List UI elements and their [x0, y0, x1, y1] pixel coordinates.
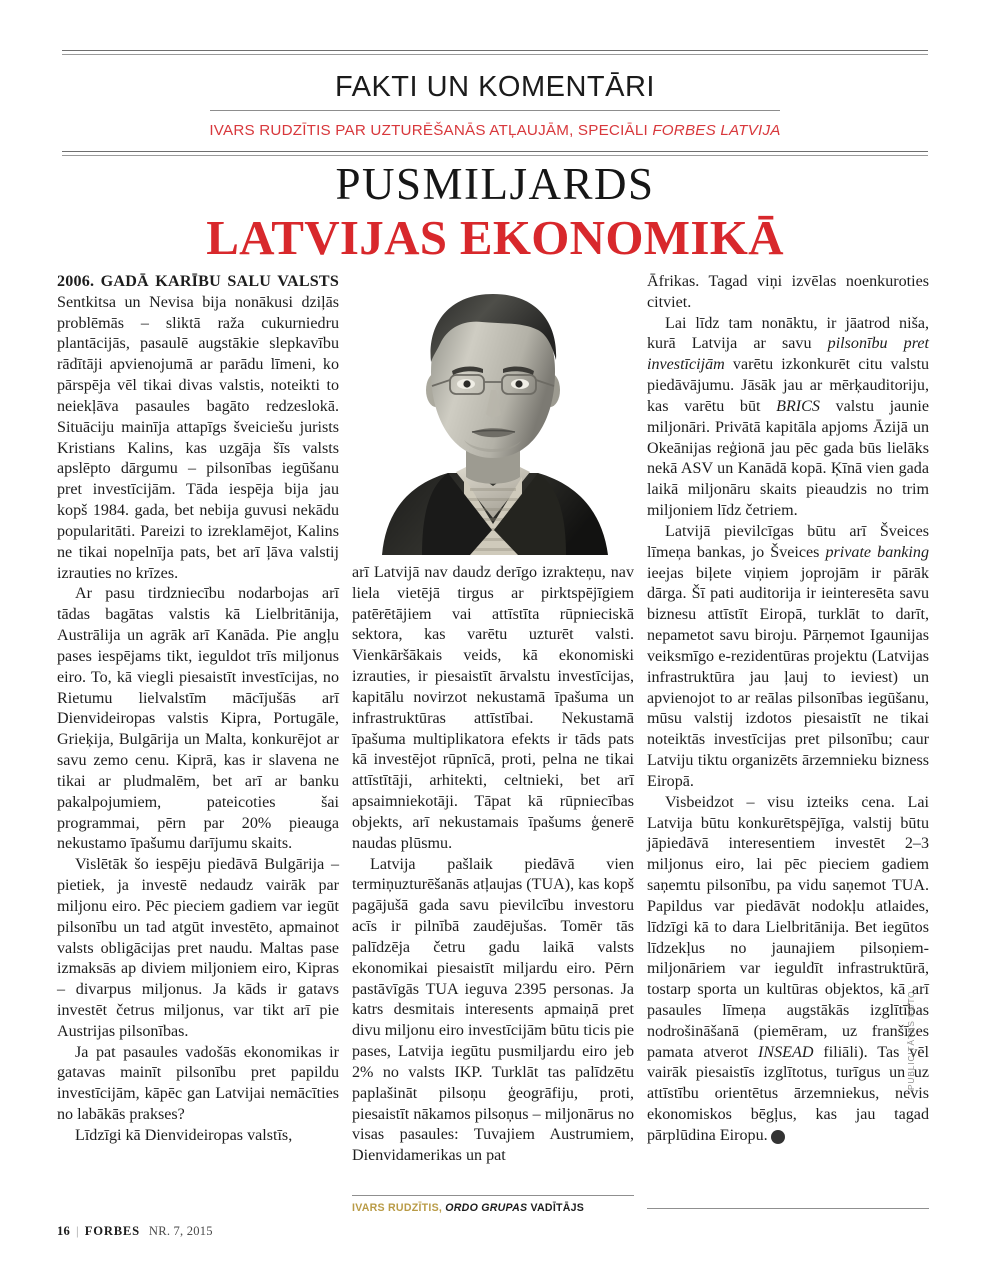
- subkicker-plain: IVARS RUDZĪTIS PAR UZTURĒŠANĀS ATĻAUJĀM, SPECIĀLI: [209, 122, 653, 139]
- text-run: ieejas biļete viņiem joprojām ir pārāk dārga. Šī pati auditorija ir ieinteresēta savu biznesu attīstīt Eiropā, turklāt to darīt, nepametot savu biroju. Pārņemot Igaunijas veiksmīgo e-rezidentūras projektu (Latvijas infrastruktūra jau ļauj to ieviest) un apvienojot to ar reālas pilsonības iegūšanu, mūsu valstij izdotos piesaistīt ne tikai noteiktās investīcijas pret pilsonību; caur Latviju tiktu organizēts ārzemnieku bizness Eiropā.: [647, 564, 929, 790]
- subkicker-italic: FORBES LATVIJA: [652, 122, 781, 139]
- paragraph: Ar pasu tirdzniecību nodarbojas arī tādas bagātas valstis kā Lielbritānija, Austrālija un agrāk arī Kanāda. Pie angļu pases iespējams tikt, ieguldot trīs miljonus eiro. To, kā viegli piesaistīt investīcijas, no Rietumu lielvalstīm mācījušās arī Dienvideiropas valstis Kipra, Portugāle, Grieķija, Bulgārija un Malta, konkurējot ar savu zemo cenu. Kiprā, kas ir slavena ne tikai ar pludmalēm, bet arī ar banku pakalpojumiem, pateicoties šai programmai, pērn par 20% pieauga nekustamo īpašumu darījumu skaits.: [57, 585, 339, 853]
- article-subkicker: [62, 111, 928, 151]
- paragraph-body: Sentkitsa un Nevisa bija nonākusi dziļās problēmās – sliktā raža cukurniedru plantācijās, pasaulē augstākie slepkavību rādītāji apvienojumā ar parādu līmeni, ko pārspēja vēl tikai divas valstis, noteikti to neiekļāva pasaules bagāto redzeslokā. Situāciju mainīja attapīgs šveiciešu jurists Kristians Kalins, kas uzgāja šīs valsts apslēpto dārgumu – pilsonības iegūšanu pret investīcijām. Tāda iespēja bija jau kopš 1984. gada, bet nebija guvusi nekādu popularitāti. Pareizi to izreklamējot, Kalins ne tikai nopelnīja pats, bet arī ļāva valstij izrauties no krīzes.: [57, 293, 339, 582]
- page-footer: [57, 1224, 213, 1239]
- paragraph: [647, 522, 929, 793]
- byline-role: VADĪTĀJS: [527, 1202, 585, 1214]
- page-title: [62, 159, 928, 265]
- paragraph: Āfrikas. Tagad viņi izvēlas noenkuroties citviet.: [647, 273, 929, 311]
- text-run: varētu izkonkurēt citu valstu piedāvājumu. Jāsāk jau ar mērķauditoriju, kas varētu būt: [647, 356, 929, 415]
- column-3-bottom-rule: [647, 1208, 929, 1209]
- byline-text: [352, 1202, 634, 1214]
- text-run: filiāli). Tas vēl vairāk piesaistīs izglītotus, turīgus un uz attīstību orientētus ārzemniekus, nevis ekonomiskos bēgļus, kas jau tagad pārplūdina Eiropu.: [647, 1043, 930, 1144]
- headline-line-2: LATVIJAS EKONOMIKĀ: [206, 210, 784, 265]
- text-run: Lai līdz tam nonāktu, ir jāatrod niša, kurā Latvija ar savu: [647, 314, 929, 353]
- footer-page-number: 16: [57, 1224, 70, 1238]
- paragraph: Vislētāk šo iespēju piedāvā Bulgārija – pietiek, ja investē nedaudz vairāk par miljonu eiro. Pēc pieciem gadiem var iegūt pilsonību un tad atgūt investēto, apmainot valsts obligācijas pret naudu. Maltas pase izmaksās ap diviem miljoniem eiro, Kipras – divarpus miljonus. Ja kāds ir gatavs investēt četrus miljonus, var tikt arī pie Austrijas pilsonības.: [57, 856, 339, 1040]
- paragraph: Latvija pašlaik piedāvā vien termiņuzturēšanās atļaujas (TUA), kas kopš pagājušā gada savu pievilcību investoru acīs ir pilnībā zaudējušas. Tomēr tās palīdzēja četru gadu laikā valsts ekonomikai piesaistīt miljardu eiro. Pērn pastāvīgās TUA ieguva 2395 personas. Ja katrs desmitais interesents apmaiņā pret divu miljonu eiro investīcijām būtu ticis pie pases, Latvija iegūtu pusmiljardu eiro jeb 2% no valsts IKP. Turklāt tas palīdzētu paplašināt pilsoņu ģeogrāfiju, proti, piesaistīt nākamos pilsoņus – miljonārus no visas pasaules: Tuvajiem Austrumiem, Dienvidamerikas un pat: [352, 855, 635, 1165]
- photo-credit: PUBLICITĀTES FOTO: [906, 990, 916, 1090]
- paragraph: [647, 793, 929, 1147]
- byline: [352, 1195, 634, 1214]
- byline-company: ORDO GRUPAS: [442, 1202, 528, 1214]
- paragraph: [57, 272, 339, 584]
- end-mark-icon: F: [771, 1130, 785, 1144]
- emphasis-pilsonibu-pret-investicijam: pilsonību pret investīcijām: [647, 335, 929, 374]
- emphasis-insead: INSEAD: [758, 1043, 814, 1061]
- footer-separator: |: [76, 1224, 79, 1238]
- body-column-2: [352, 563, 634, 1198]
- body-column-3: [647, 272, 929, 1147]
- text-run: Visbeidzot – visu izteiks cena. Lai Latvija būtu konkurētspējīga, valstij būtu jāpiedāvā interesentiem investēt 2–3 miljonus eiro, lai pēc pieciem gadiem saņemtu pilsonību, pa vidu saņemot TUA. Papildus var piedāvāt nodokļu atlaides, līdzīgi kā to dara Lielbritānija. Bet iegūtos līdzekļus no jaunajiem pilsoņiem-miljonāriem var ieguldīt infrastruktūrā, tostarp sporta un kultūras objektos, kā arī pasaules līmeņa augstākās izglītības nodrošināšanā (piemēram, uz franšīzes pamata atverot: [647, 793, 929, 1061]
- paragraph: [647, 314, 929, 522]
- section-kicker: FAKTI UN KOMENTĀRI: [335, 71, 655, 103]
- text-run: valstu jaunie miljonāri. Privātā kapitāla apjoms Āzijā un Okeānijas reģionā jau pēc gada būs lielāks nekā ASV un Kanādā kopā. Ķīnā vien gada laikā miljonāru skaits pieaudzis no trim miljoniem līdz četriem.: [647, 397, 929, 520]
- emphasis-brics: BRICS: [776, 397, 820, 415]
- masthead: [62, 50, 928, 156]
- article-portrait-photo: [352, 272, 634, 555]
- body-column-1: [57, 272, 339, 1147]
- headline-line-1: PUSMILJARDS: [335, 159, 655, 209]
- paragraph: Līdzīgi kā Dienvideiropas valstīs,: [75, 1126, 293, 1144]
- lead-in-text: 2006. GADĀ KARĪBU SALU VALSTS: [57, 273, 339, 290]
- footer-issue: NR. 7, 2015: [148, 1224, 213, 1238]
- byline-rule: [352, 1195, 634, 1196]
- masthead-bottom-rule: [62, 151, 928, 156]
- portrait-illustration: [352, 272, 634, 555]
- text-run: Latvijā pievilcīgas būtu arī Šveices līmeņa bankas, jo Šveices: [647, 522, 929, 561]
- emphasis-private-banking: private banking: [825, 543, 929, 561]
- paragraph: Ja pat pasaules vadošās ekonomikas ir gatavas mainīt pilsonību pret papildu investīcijām, kāpēc gan Latvijai nemācīties no labākās prakses?: [57, 1043, 339, 1124]
- paragraph: arī Latvijā nav daudz derīgo izrakteņu, nav liela vietējā tirgus ar pirktspējīgiem patērētājiem vai attīstīta rūpnieciskā sektora, kas varētu uzturēt valsti. Vienkāršākais veids, kā ekonomiski izrauties, ir piesaistīt ārvalstu investīcijas, kapitālu novirzot nekustamā īpašuma un infrastruktūras attīstībai. Nekustamā īpašuma multiplikatora efekts ir tāds pats kā investējot rūpnīcā, proti, pelna ne tikai attīstītāji, arhitekti, celtnieki, bet arī apsaimniekotāji. Tāpat kā rūpniecības objekts, arī nekustamais īpašums ģenerē naudas plūsmu.: [352, 564, 634, 852]
- byline-author: IVARS RUDZĪTIS,: [352, 1202, 443, 1214]
- footer-brand: FORBES: [84, 1224, 140, 1238]
